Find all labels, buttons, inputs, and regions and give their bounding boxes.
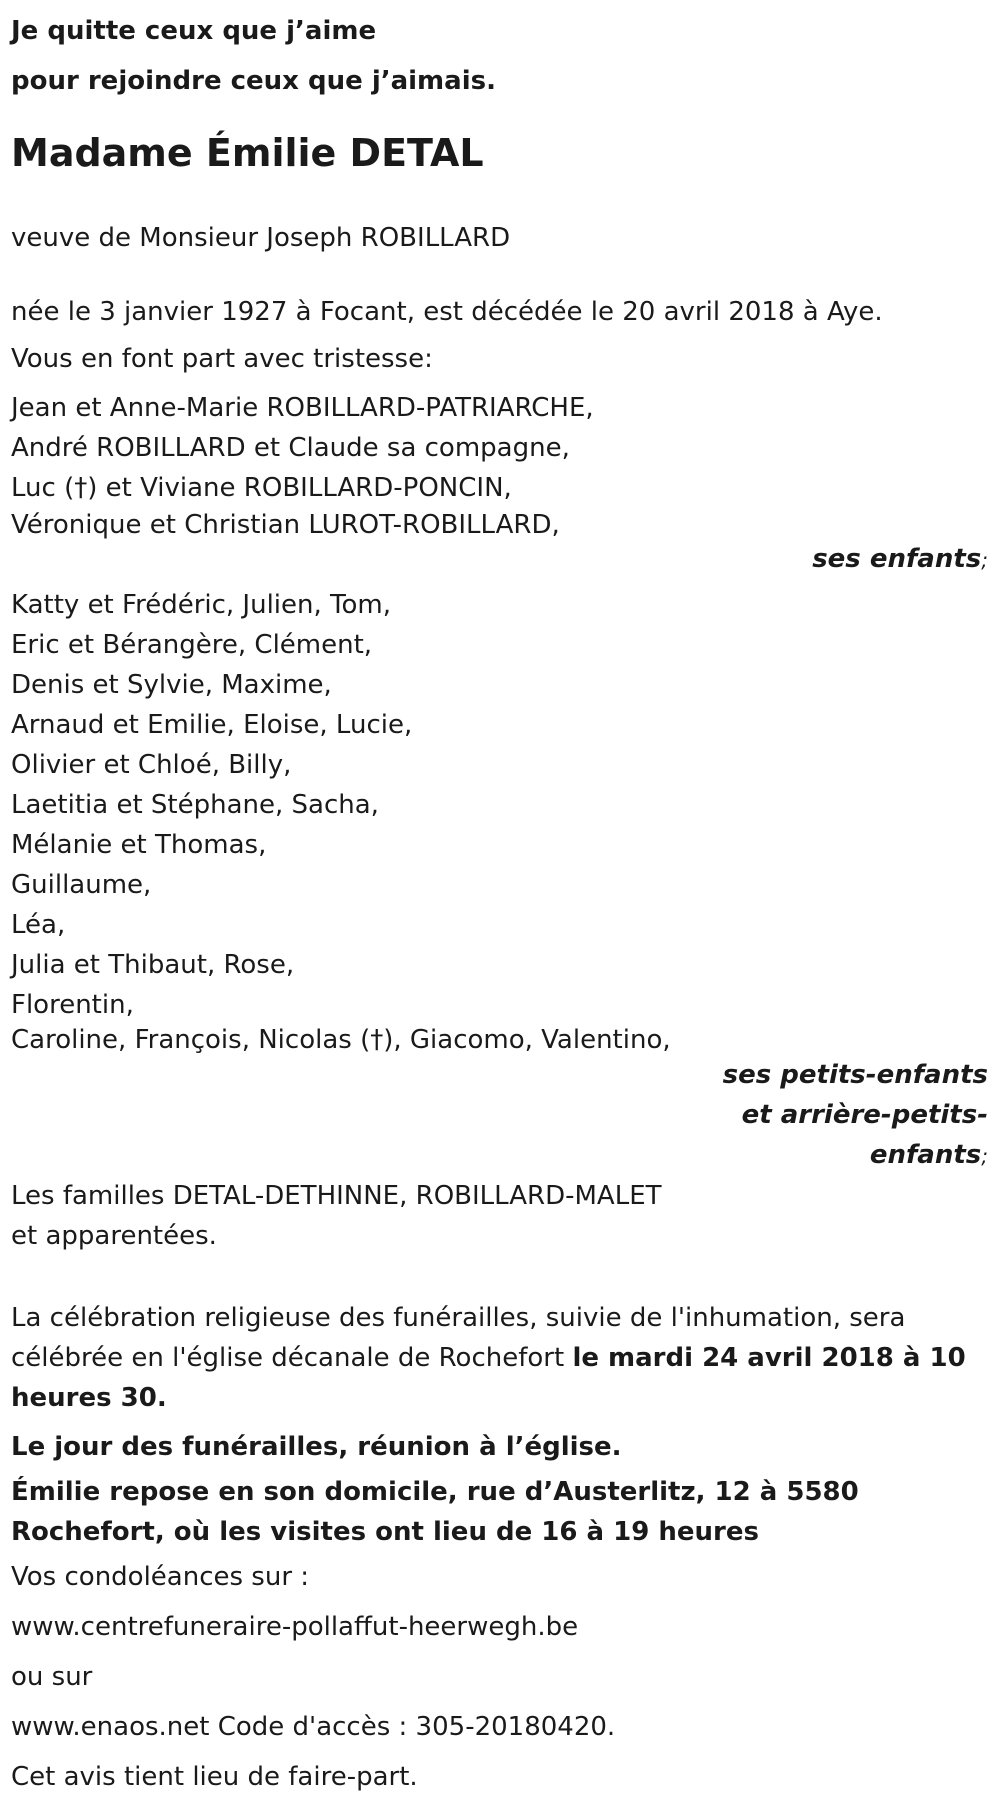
grandchild-line: Caroline, François, Nicolas (†), Giacomo, Valentino,	[11, 1025, 671, 1055]
birth-death: née le 3 janvier 1927 à Focant, est décédée le 20 avril 2018 à Aye.	[11, 297, 883, 327]
child-line: Véronique et Christian LUROT-ROBILLARD,	[11, 510, 560, 540]
grandchild-line: Arnaud et Emilie, Eloise, Lucie,	[11, 710, 413, 740]
epigraph-line-2: pour rejoindre ceux que j’aimais.	[11, 66, 496, 96]
grandchild-line: Katty et Frédéric, Julien, Tom,	[11, 590, 391, 620]
condolences-or: ou sur	[11, 1662, 93, 1692]
grandchild-line: Denis et Sylvie, Maxime,	[11, 670, 332, 700]
grandchild-line: Eric et Bérangère, Clément,	[11, 630, 373, 660]
child-line: André ROBILLARD et Claude sa compagne,	[11, 433, 570, 463]
grandchildren-relation-line-3	[11, 1135, 988, 1176]
families-line-2: et apparentées.	[11, 1221, 217, 1251]
children-relation-label: ses enfants	[812, 544, 982, 574]
epigraph-line-1: Je quitte ceux que j’aime	[11, 16, 377, 46]
families-line-1: Les familles DETAL-DETHINNE, ROBILLARD-MALET	[11, 1181, 662, 1211]
grandchildren-relation-punct: ;	[981, 1144, 988, 1168]
grandchildren-relation-line-1: ses petits-enfants	[722, 1060, 988, 1090]
closing-note: Cet avis tient lieu de faire-part.	[11, 1762, 418, 1792]
funeral-date: le mardi 24 avril 2018 à 10 heures 30.	[11, 1343, 966, 1413]
grandchild-line: Julia et Thibaut, Rose,	[11, 950, 295, 980]
child-line: Luc (†) et Viviane ROBILLARD-PONCIN,	[11, 473, 512, 503]
grandchild-line: Léa,	[11, 910, 66, 940]
repose-notice: Émilie repose en son domicile, rue d’Austerlitz, 12 à 5580 Rochefort, où les visites ont lieu de 16 à 19 heures	[11, 1477, 859, 1547]
funeral-meeting: Le jour des funérailles, réunion à l’église.	[11, 1432, 622, 1462]
grandchildren-relation	[11, 1055, 988, 1176]
deceased-name: Madame Émilie DETAL	[11, 131, 484, 175]
children-list	[11, 388, 988, 542]
children-relation	[11, 542, 988, 577]
grandchild-line: Guillaume,	[11, 870, 152, 900]
announcement-intro: Vous en font part avec tristesse:	[11, 344, 433, 374]
grandchild-line: Mélanie et Thomas,	[11, 830, 267, 860]
grandchildren-relation-line-2: et arrière-petits-	[741, 1100, 988, 1130]
grandchild-line: Florentin,	[11, 990, 134, 1020]
grandchildren-relation-line-3-text: enfants	[869, 1140, 982, 1170]
grandchild-line: Laetitia et Stéphane, Sacha,	[11, 790, 379, 820]
grandchildren-list	[11, 585, 988, 1055]
condolences-site-1: www.centrefuneraire-pollaffut-heerwegh.be	[11, 1612, 579, 1642]
funeral-paragraph	[11, 1298, 988, 1418]
condolences-intro: Vos condoléances sur :	[11, 1562, 310, 1592]
child-line: Jean et Anne-Marie ROBILLARD-PATRIARCHE,	[11, 393, 594, 423]
widow-of: veuve de Monsieur Joseph ROBILLARD	[11, 223, 511, 253]
grandchild-line: Olivier et Chloé, Billy,	[11, 750, 292, 780]
children-relation-punct: ;	[981, 548, 988, 572]
funeral-text: La célébration religieuse des funérailles, suivie de l'inhumation, sera célébrée en l'église décanale de Rochefort	[11, 1303, 906, 1373]
condolences-site-2: www.enaos.net Code d'accès : 305-20180420.	[11, 1712, 616, 1742]
families	[11, 1176, 988, 1256]
